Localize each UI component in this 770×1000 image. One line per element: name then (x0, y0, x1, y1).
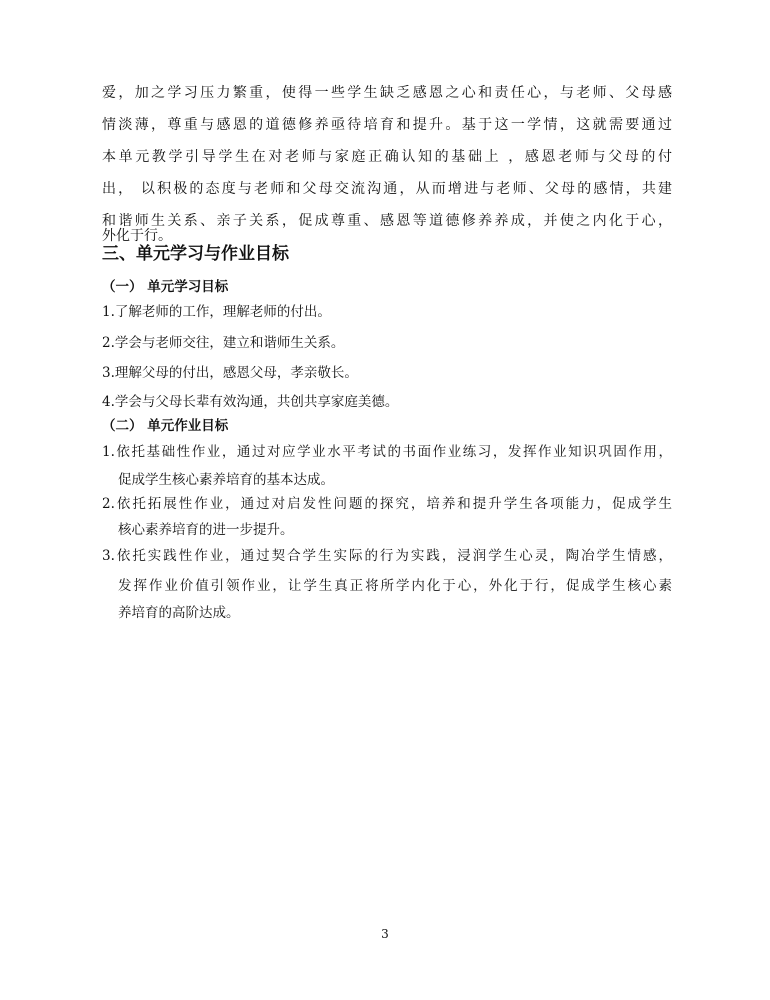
paragraph-line: 爱，加之学习压力繁重，使得一些学生缺乏感恩之心和责任心，与老师、父母感 (102, 85, 672, 101)
paragraph-line: 出， 以积极的态度与老师和父母交流沟通，从而增进与老师、父母的感情，共建 (102, 181, 672, 197)
list-item-continuation: 促成学生核心素养培育的基本达成。 (118, 472, 334, 488)
homework-goals-heading: （二） 单元作业目标 (102, 418, 229, 434)
section-heading: 三、单元学习与作业目标 (102, 244, 289, 264)
list-item: 3.理解父母的付出，感恩父母，孝亲敬长。 (102, 365, 358, 381)
list-item: 3.依托实践性作业，通过契合学生实际的行为实践，浸润学生心灵，陶冶学生情感， (102, 548, 672, 564)
list-item: 2.依托拓展性作业，通过对启发性问题的探究，培养和提升学生各项能力，促成学生 (102, 496, 672, 512)
page-number: 3 (381, 927, 389, 941)
paragraph-line: 和谐师生关系、亲子关系，促成尊重、感恩等道德修养养成，并使之内化于心， (102, 213, 672, 229)
list-item-continuation: 养培育的高阶达成。 (118, 605, 240, 621)
list-item-continuation: 发挥作业价值引领作业，让学生真正将所学内化于心，外化于行，促成学生核心素 (118, 578, 672, 594)
list-item: 2.学会与老师交往，建立和谐师生关系。 (102, 335, 345, 351)
learning-goals-heading: （一） 单元学习目标 (102, 279, 229, 295)
list-item: 1.依托基础性作业，通过对应学业水平考试的书面作业练习，发挥作业知识巩固作用， (102, 444, 672, 460)
list-item: 1.了解老师的工作，理解老师的付出。 (102, 304, 331, 320)
list-item: 4.学会与父母长辈有效沟通，共创共享家庭美德。 (102, 394, 399, 410)
paragraph-line: 外化于行。 (102, 228, 172, 244)
paragraph-line: 本单元教学引导学生在对老师与家庭正确认知的基础上 ，感恩老师与父母的付 (102, 149, 672, 165)
list-item-continuation: 核心素养培育的进一步提升。 (118, 522, 294, 538)
paragraph-line: 情淡薄，尊重与感恩的道德修养亟待培育和提升。基于这一学情，这就需要通过 (102, 117, 672, 133)
